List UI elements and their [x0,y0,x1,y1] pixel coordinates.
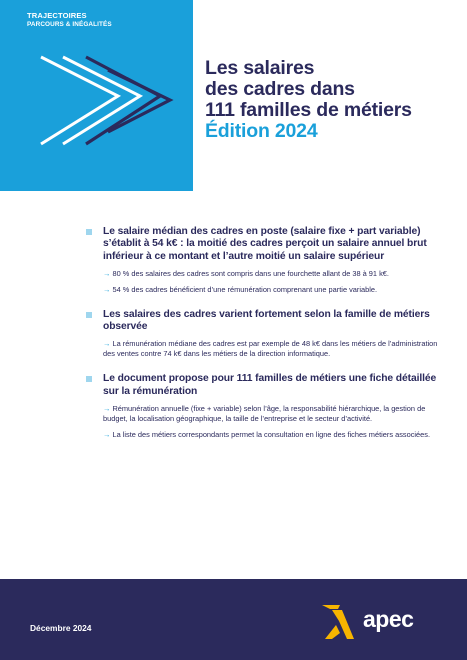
key-point-detail: → 80 % des salaires des cadres sont compris dans une fourchette allant de 38 à 91 k€. [103,268,389,278]
publication-date: Décembre 2024 [30,623,92,633]
brand-name: apec [363,606,414,632]
chevron-pattern-graphic [0,0,193,191]
title-line-3: 111 familles de métiers [205,99,412,121]
arrow-right-icon: → [103,339,113,349]
square-bullet-icon [86,312,92,318]
series-name: TRAJECTOIRES [27,11,87,20]
title-line-2: des cadres dans [205,78,355,100]
arrow-right-icon: → [103,284,113,294]
key-point-detail: → La rémunération médiane des cadres est par exemple de 48 k€ dans les métiers de l’administration des ventes contre 74 k€ dans les métiers de la direction informatique. [103,339,438,359]
key-point-detail: → 54 % des cadres bénéficient d’une rémunération comprenant une partie variable. [103,284,378,294]
square-bullet-icon [86,376,92,382]
footer-band [0,579,467,660]
subseries-name: PARCOURS & INÉGALITÉS [27,20,112,28]
square-bullet-icon [86,229,92,235]
key-point-heading: Le document propose pour 111 familles de métiers une fiche détaillée sur la rémunération [103,373,437,397]
key-point-3 [86,373,446,440]
arrow-right-icon: → [103,268,113,278]
arrow-right-icon: → [103,404,113,414]
key-point-detail: → Rémunération annuelle (fixe + variable) selon l’âge, la responsabilité hiérarchique, la gestion de budget, la localisation géographique, la taille de l’entreprise et le secteur d’activité. [103,404,426,424]
key-point-heading: Les salaires des cadres varient fortement selon la famille de métiers observée [103,308,430,333]
key-point-detail: → La liste des métiers correspondants permet la consultation en ligne des fiches métiers associées. [103,430,431,440]
key-point-1 [86,226,446,295]
edition-label: Édition 2024 [205,120,318,142]
title-line-1: Les salaires [205,57,315,79]
key-point-2 [86,309,446,360]
cover-hero-block [0,0,193,191]
apec-logo-icon [318,603,360,641]
page-title [205,58,455,142]
key-point-heading: Le salaire médian des cadres en poste (salaire fixe + part variable) s’établit à 54 k€ : la moitié des cadres perçoit un salaire annuel brut inférieur à ce montant et l’autre moitié un salaire supérieur [103,226,427,262]
arrow-right-icon: → [103,430,113,440]
key-points [86,226,446,454]
